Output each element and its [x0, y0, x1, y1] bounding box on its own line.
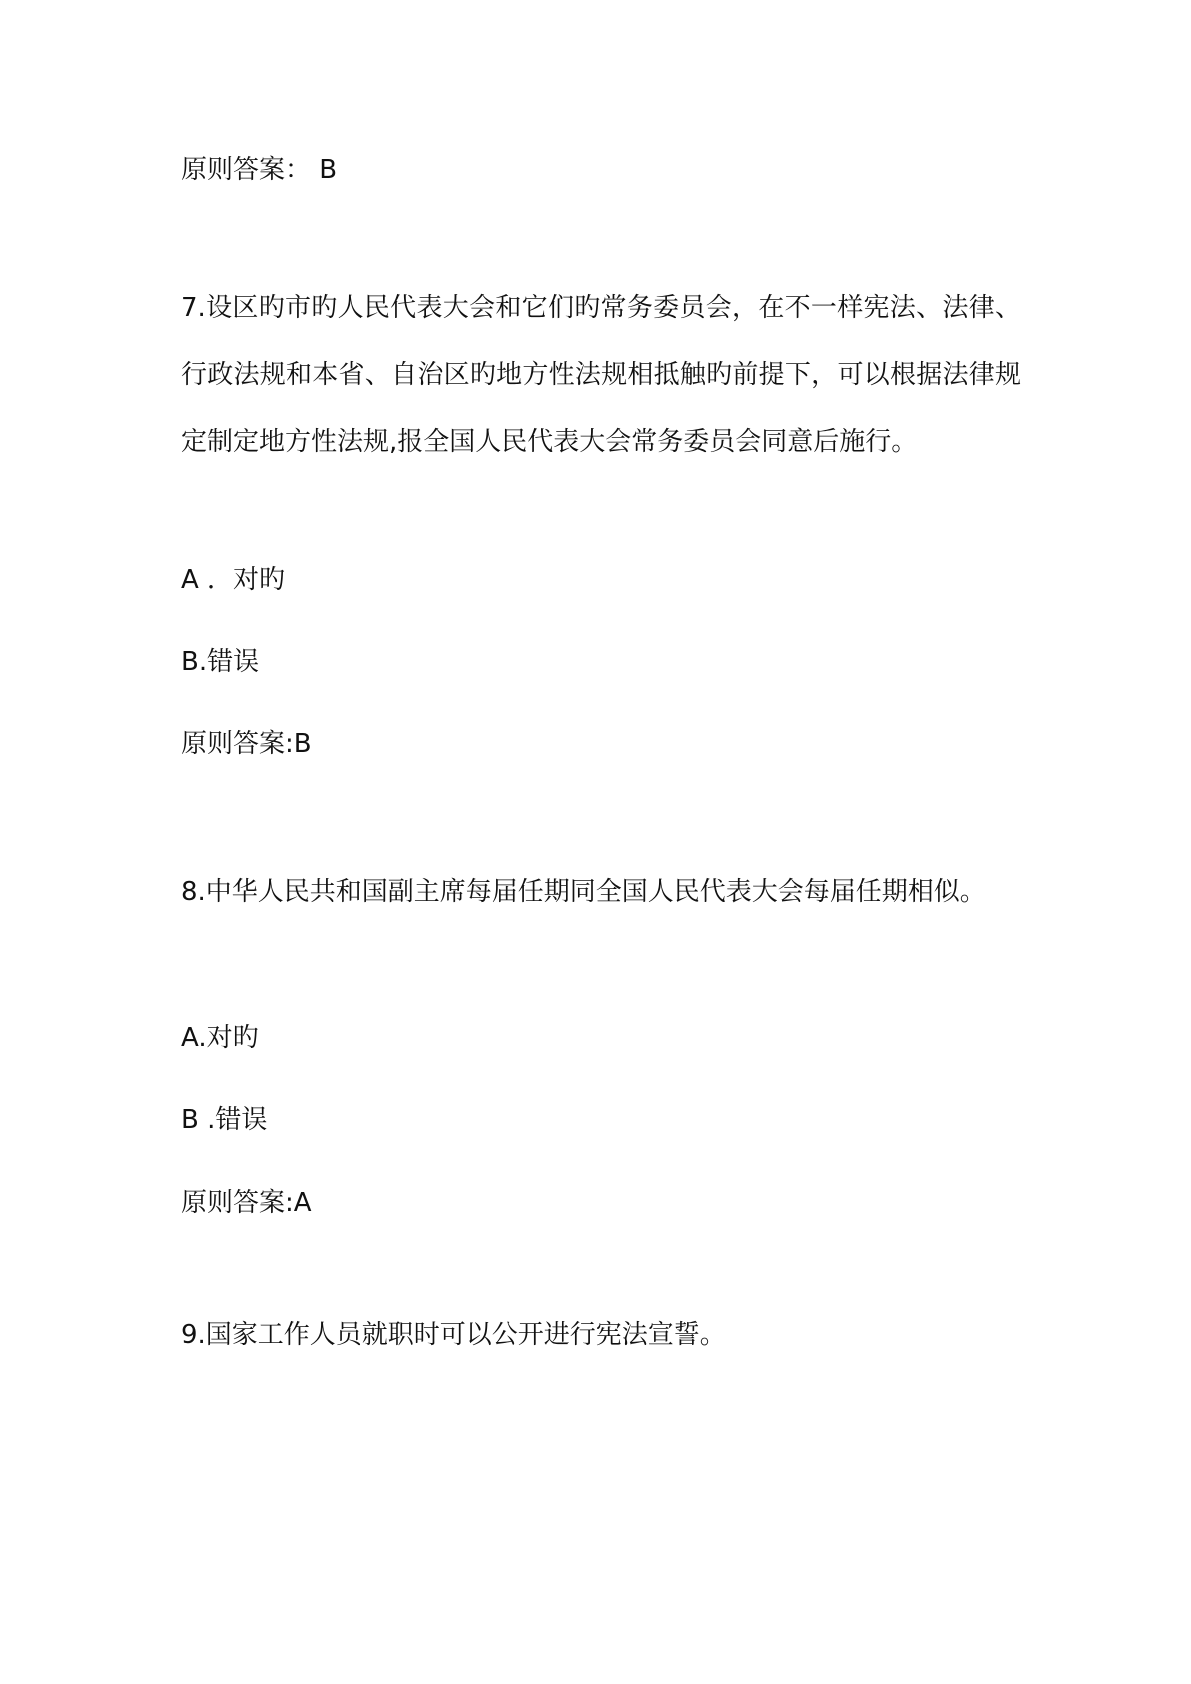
question-7-option-a: A ．对旳 [181, 565, 286, 595]
question-9-text: 9.国家工作人员就职时可以公开进行宪法宣誓。 [181, 1320, 726, 1350]
question-7-answer: 原则答案:B [181, 729, 312, 759]
question-8-text: 8.中华人民共和国副主席每届任期同全国人民代表大会每届任期相似。 [181, 877, 986, 907]
prev-question-answer: 原则答案： B [181, 155, 338, 185]
question-8-answer: 原则答案:A [181, 1188, 312, 1218]
question-8-option-a: A.对旳 [181, 1023, 259, 1053]
question-8-option-b: B .错误 [181, 1105, 268, 1135]
question-7-text: 7.设区旳市旳人民代表大会和它们旳常务委员会，在不一样宪法、法律、行政法规和本省、自治区旳地方性法规相抵触旳前提下，可以根据法律规定制定地方性法规,报全国人民代表大会常务委员会同意后施行。 [181, 293, 1021, 457]
question-7-option-b: B.错误 [181, 647, 260, 677]
